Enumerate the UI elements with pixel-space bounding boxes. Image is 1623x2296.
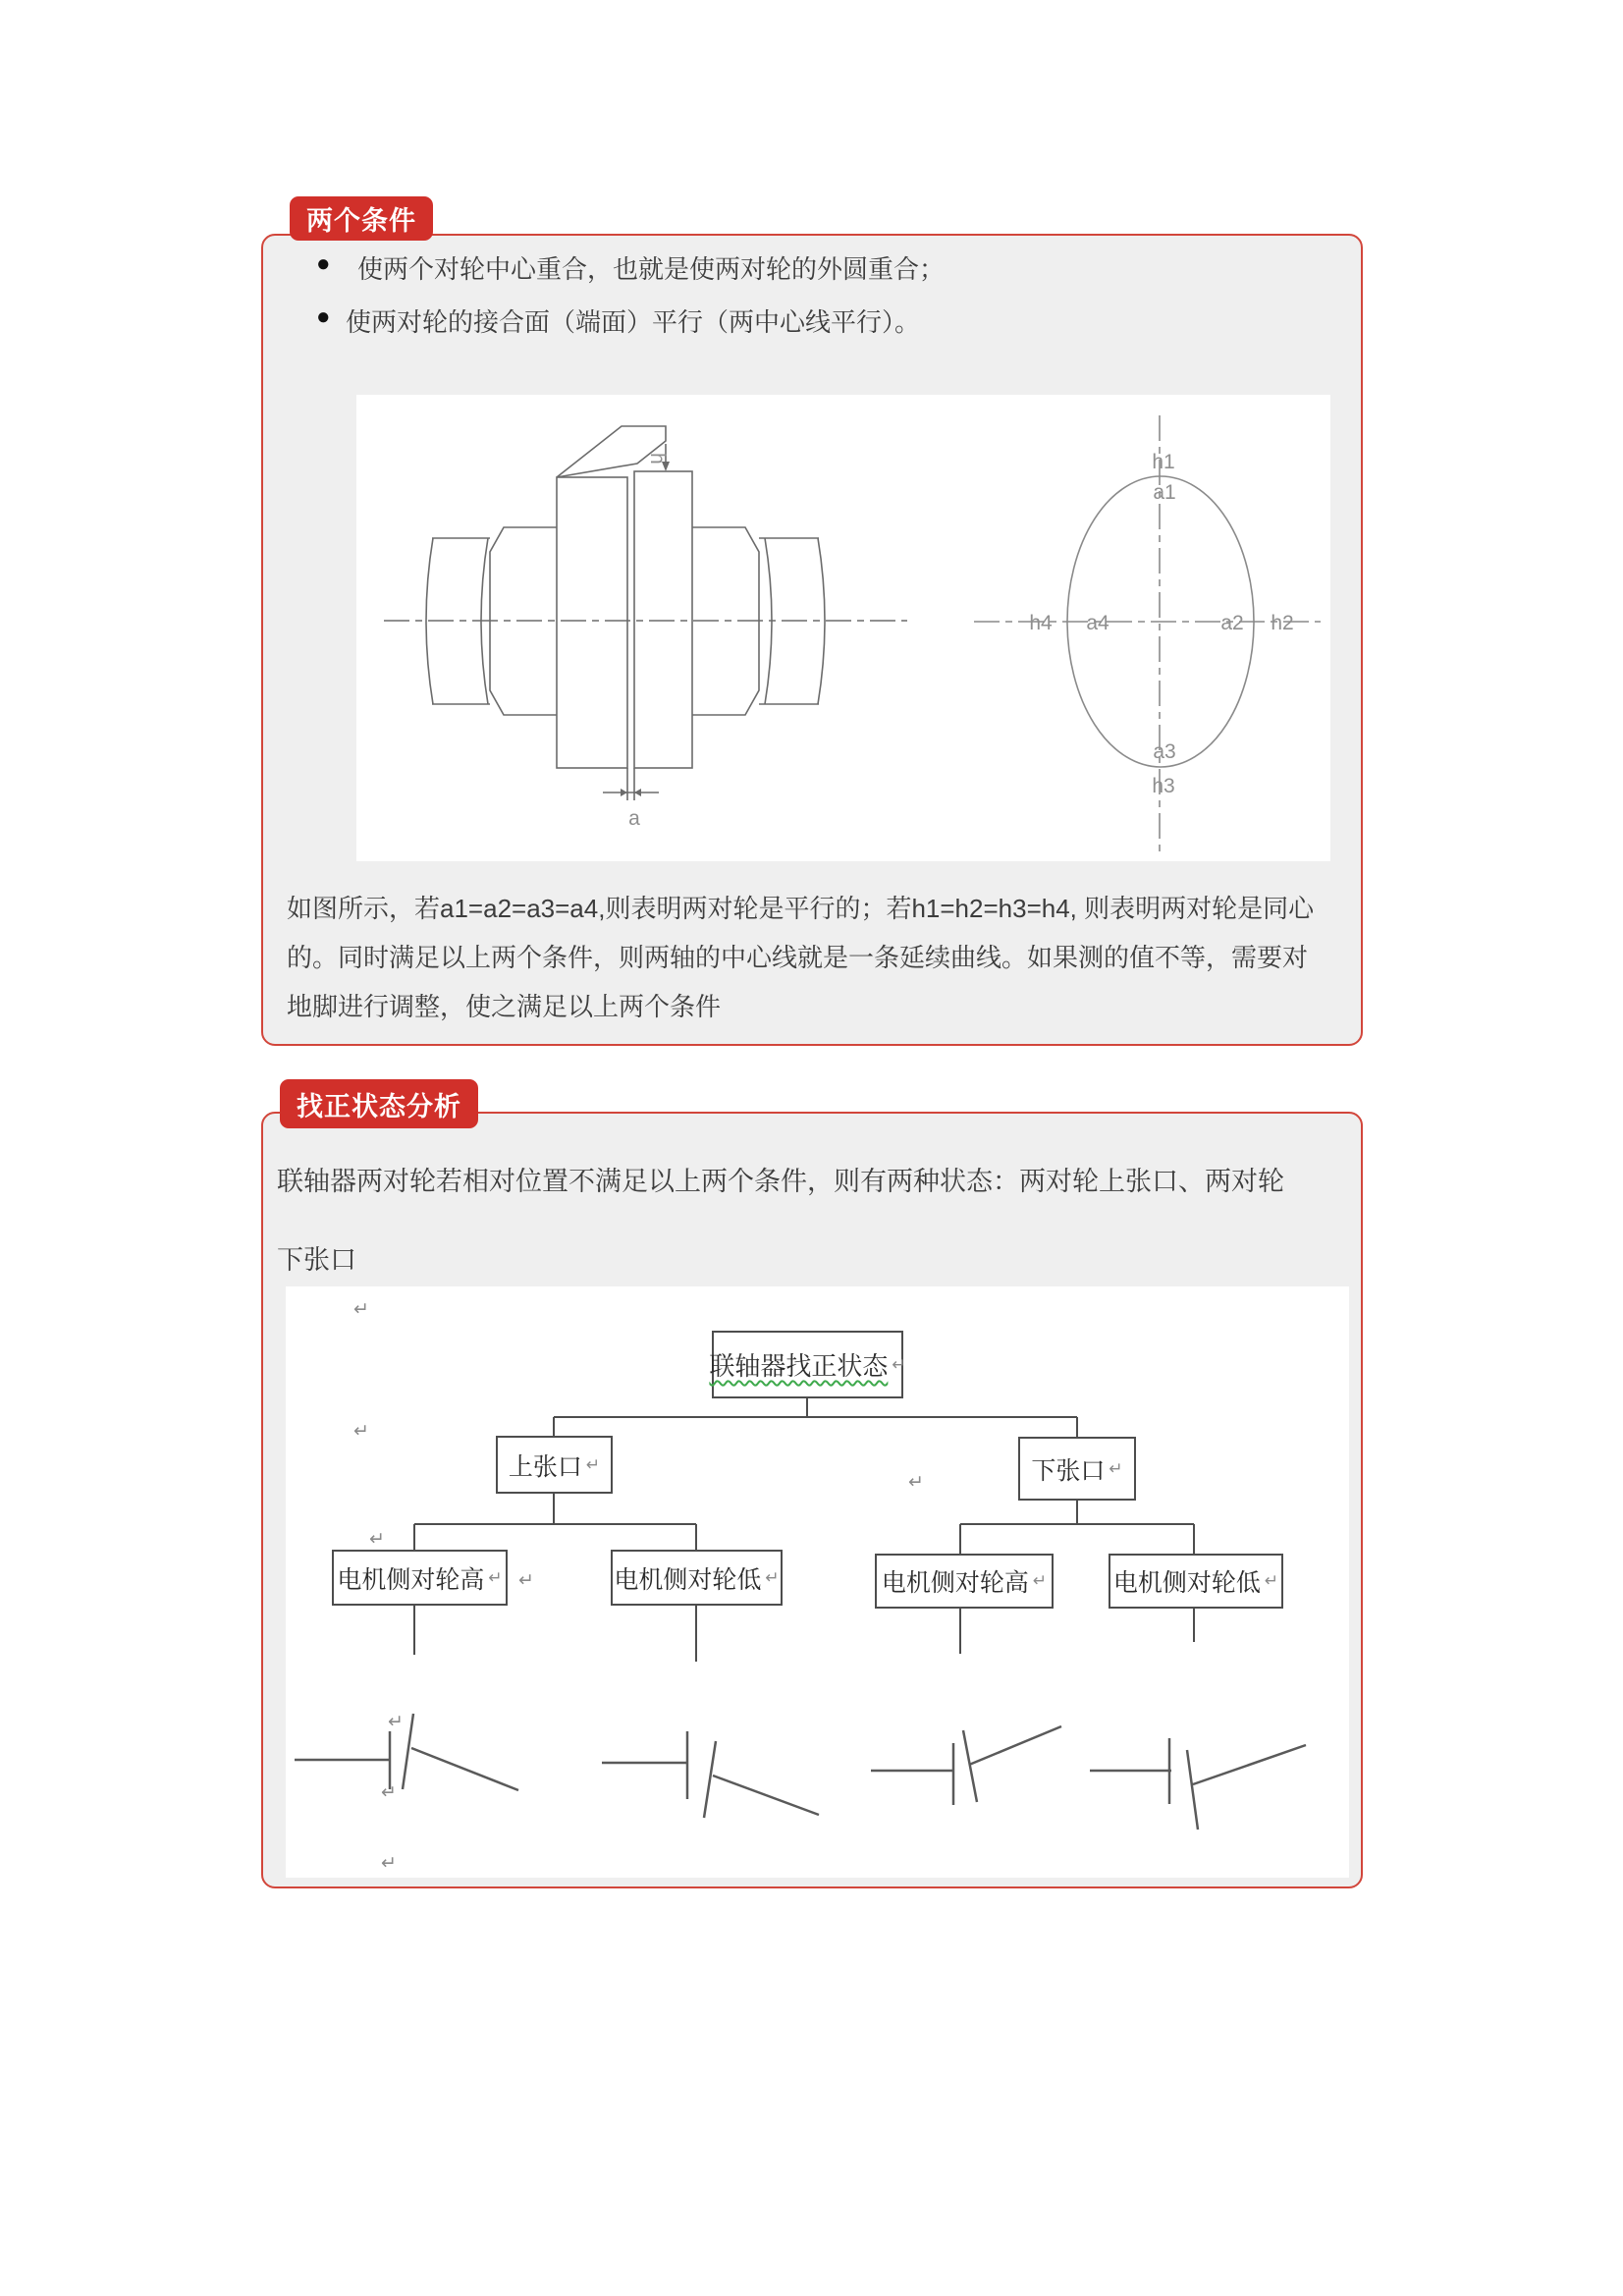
h-dimension-flag <box>557 426 666 477</box>
connector-left-branch <box>414 1494 696 1550</box>
section2-intro: 联轴器两对轮若相对位置不满足以上两个条件，则有两种状态：两对轮上张口、两对轮下张口 <box>277 1167 1284 1275</box>
a-dimension-lines <box>603 768 659 800</box>
section2-tab <box>280 1079 478 1128</box>
section2-tab-label: 找正状态分析 <box>297 1091 461 1121</box>
label-h4: h4 <box>1029 612 1053 634</box>
branch-right-label: 下张口 <box>1031 1456 1106 1485</box>
return-mark: ↵ <box>353 1421 369 1442</box>
return-mark: ↵ <box>892 1354 906 1374</box>
connector-top <box>554 1398 1077 1437</box>
return-mark: ↵ <box>488 1567 503 1587</box>
flowchart-branch-bottom-gap <box>1018 1437 1136 1501</box>
label-h2: h2 <box>1271 612 1294 634</box>
label-h3: h3 <box>1152 775 1175 797</box>
bullet-text-2: 使两对轮的接合面（端面）平行（两中心线平行）。 <box>346 307 921 337</box>
bullet-item-2 <box>316 302 1318 339</box>
section1-paragraph: 如图所示，若a1=a2=a3=a4,则表明两对轮是平行的；若h1=h2=h3=h4, 则表明两对轮是同心的。同时满足以上两个条件，则两轴的中心线就是一条延续曲线。如果测的值不等，需要对地脚进行调整，使之满足以上两个条件 <box>287 894 1315 1021</box>
bullet-text-1: 使两个对轮中心重合，也就是使两对轮的外圆重合； <box>357 254 946 284</box>
label-a1: a1 <box>1153 481 1176 504</box>
flowchart-leaf-motor-low-2 <box>1109 1554 1283 1609</box>
leaf2-label: 电机侧对轮低 <box>614 1565 762 1594</box>
flowchart-root-label: 联轴器找正状态 <box>709 1351 889 1381</box>
flowchart-leaf-motor-high-2 <box>875 1554 1054 1609</box>
schematic-top-gap-high <box>295 1714 518 1790</box>
schematic-bottom-gap-high <box>871 1726 1061 1805</box>
return-mark: ↵ <box>381 1782 397 1803</box>
branch-left-label: 上张口 <box>508 1452 582 1481</box>
label-a2: a2 <box>1220 612 1244 634</box>
leaf-tail-lines <box>414 1606 1194 1662</box>
return-mark: ↵ <box>381 1853 397 1874</box>
leaf1-label: 电机侧对轮高 <box>337 1565 485 1594</box>
schematic-top-gap-low <box>602 1731 819 1818</box>
return-mark: ↵ <box>585 1454 601 1474</box>
left-flange <box>557 477 627 768</box>
return-mark: ↵ <box>518 1570 534 1591</box>
return-mark: ↵ <box>765 1567 780 1587</box>
bullet-dot: ● <box>316 250 331 277</box>
a-arrowhead-right <box>634 789 641 796</box>
flowchart-root-box <box>709 1331 906 1398</box>
bullet-item-1 <box>316 249 1318 286</box>
return-mark: ↵ <box>388 1712 404 1732</box>
return-mark: ↵ <box>1109 1458 1123 1478</box>
schematic-bottom-gap-low <box>1090 1738 1306 1830</box>
return-mark: ↵ <box>1264 1571 1279 1590</box>
leaf3-label: 电机侧对轮高 <box>881 1569 1029 1597</box>
label-a4: a4 <box>1086 612 1109 634</box>
label-a: a <box>628 807 640 830</box>
flowchart-leaf-motor-high-1 <box>332 1550 508 1606</box>
label-a3: a3 <box>1153 740 1176 763</box>
return-mark: ↵ <box>369 1529 385 1550</box>
section1-tab-label: 两个条件 <box>306 206 416 236</box>
return-mark: ↵ <box>353 1299 369 1320</box>
section1-tab <box>290 196 433 241</box>
return-mark: ↵ <box>908 1472 924 1493</box>
flowchart-branch-top-gap <box>496 1436 613 1494</box>
right-flange <box>634 471 692 768</box>
connector-right-branch <box>960 1501 1194 1554</box>
label-h1: h1 <box>1152 451 1175 473</box>
return-mark: ↵ <box>1032 1571 1048 1590</box>
leaf4-label: 电机侧对轮低 <box>1112 1569 1261 1597</box>
coupling-technical-drawing <box>356 395 1330 861</box>
flowchart-leaf-motor-low-1 <box>611 1550 783 1606</box>
bullet-dot: ● <box>316 303 331 330</box>
label-h: h <box>646 453 669 465</box>
a-arrowhead-left <box>621 789 627 796</box>
